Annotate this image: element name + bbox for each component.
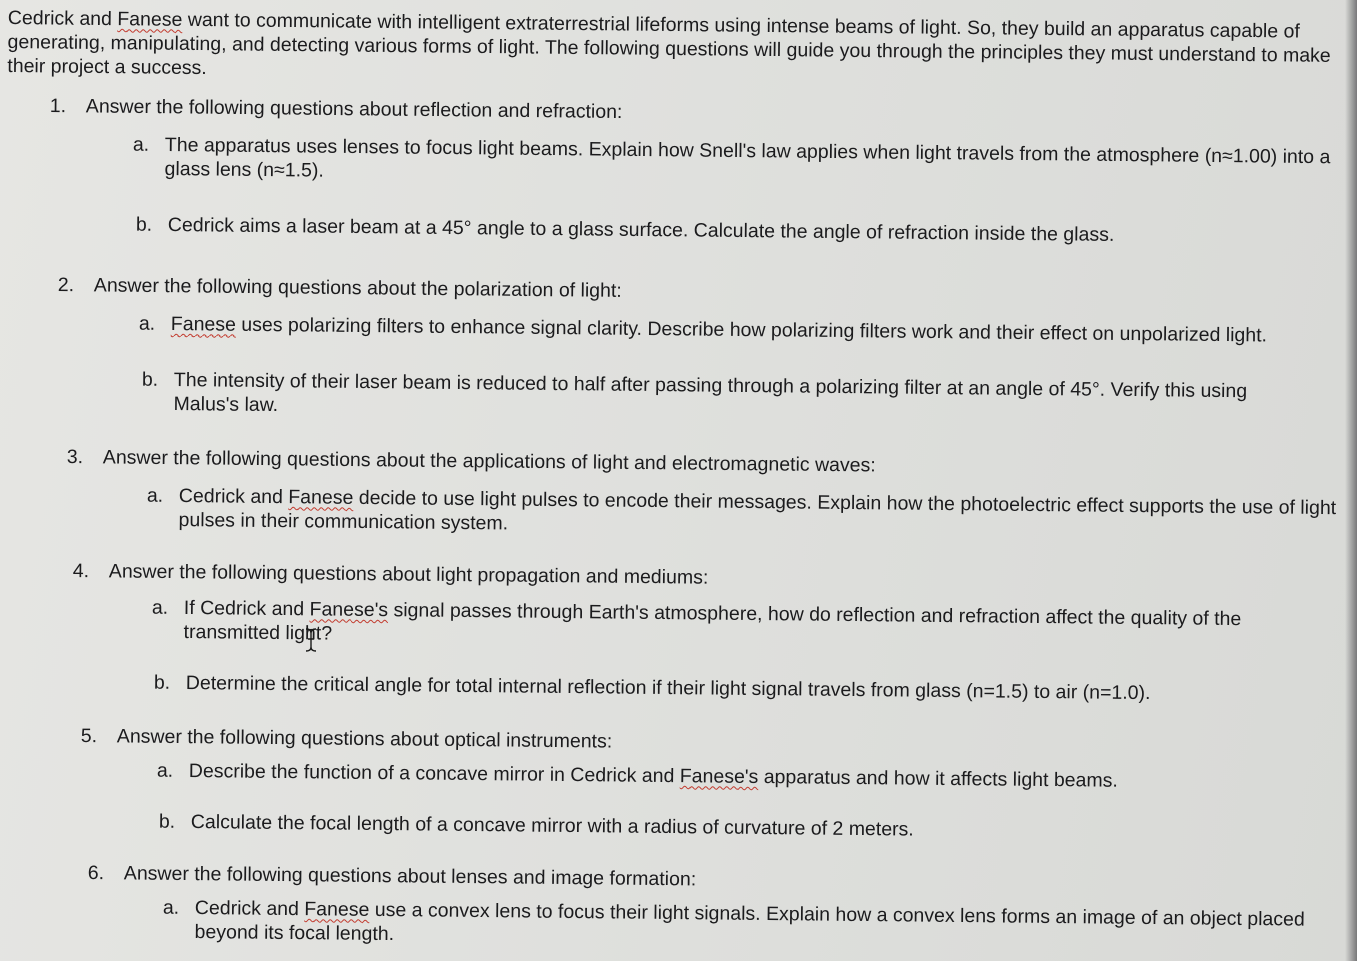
question-1 (50, 94, 623, 124)
question-2 (58, 273, 622, 303)
question-5b (158, 810, 1331, 846)
question-3-text: Answer the following questions about the applications of light and electromagnetic waves: (102, 446, 876, 477)
question-1a-letter: a. (132, 133, 150, 156)
question-6 (88, 861, 697, 891)
question-6a (162, 896, 1305, 956)
question-5b-letter: b. (158, 810, 176, 833)
text-cursor-icon (304, 628, 318, 652)
intro-text-2: want to communicate with intelligent extraterrestrial lifeforms using intense beams of light. So, they build an apparatus capable of generating, manipulating, and detecting various forms of light. The following questions will guide you through the principles they must understand to make their project a success. (7, 8, 1331, 80)
question-2a-letter: a. (138, 312, 156, 335)
question-3a (146, 484, 1338, 544)
question-4 (73, 559, 709, 590)
question-4b-letter: b. (153, 671, 171, 694)
question-2a-name-misspelled: Fanese (170, 312, 237, 336)
question-6a-letter: a. (162, 896, 180, 919)
question-2-number: 2. (57, 273, 75, 297)
question-6-text: Answer the following questions about lenses and image formation: (123, 862, 697, 891)
question-4b (153, 671, 1336, 707)
question-1a-text: The apparatus uses lenses to focus light beams. Explain how Snell's law applies when light travels from the atmosphere (n≈1.00) into a glass lens (n≈1.5). (164, 133, 1331, 182)
question-2b-text: The intensity of their laser beam is reduced to half after passing through a polarizing filter at an angle of 45°. Verify this using Malus's law. (173, 368, 1248, 417)
question-5a-letter: a. (156, 759, 174, 782)
question-1a (132, 133, 1344, 193)
question-1b-text: Cedrick aims a laser beam at a 45° angle to a glass surface. Calculate the angle of refraction inside the glass. (167, 213, 1115, 246)
question-5 (81, 724, 613, 754)
screen-edge-shadow (1345, 0, 1357, 961)
document-content (7, 6, 1348, 946)
question-6a-text: Cedrick and Fanese use a convex lens to focus their light signals. Explain how a convex lens forms an image of an object placed beyond its focal length. (194, 896, 1305, 946)
question-5a (156, 759, 1329, 795)
question-3a-name-misspelled: Fanese (288, 486, 354, 509)
question-1b-letter: b. (135, 213, 153, 236)
intro-text-1: Cedrick and (7, 6, 118, 31)
question-1-number: 1. (49, 94, 67, 118)
question-2a (138, 312, 1341, 348)
question-4b-text: Determine the critical angle for total internal reflection if their light signal travels from glass (n=1.5) to air (n=1.0). (185, 671, 1151, 705)
question-2b-letter: b. (141, 368, 159, 391)
question-4a-text: If Cedrick and Fanese's signal passes through Earth's atmosphere, how do reflection and refraction affect the quality of the transmitted light? (183, 596, 1242, 645)
intro-paragraph (7, 6, 1348, 92)
question-3-number: 3. (66, 445, 84, 469)
question-6-number: 6. (87, 861, 105, 885)
question-6a-name-misspelled: Fanese (304, 898, 370, 921)
question-5-text: Answer the following questions about optical instruments: (116, 725, 613, 753)
question-1-text: Answer the following questions about reflection and refraction: (85, 95, 623, 123)
question-1b (135, 213, 1338, 249)
question-5a-name-misspelled: Fanese's (679, 765, 759, 788)
question-2-text: Answer the following questions about the polarization of light: (93, 274, 622, 302)
question-2a-text: Fanese uses polarizing filters to enhance signal clarity. Describe how polarizing filters work and their effect on unpolarized light. (170, 312, 1268, 347)
question-3a-letter: a. (146, 484, 164, 507)
question-5-number: 5. (80, 724, 98, 748)
intro-name-misspelled: Fanese (117, 8, 183, 31)
question-2b (141, 368, 1303, 428)
question-4-text: Answer the following questions about light propagation and mediums: (108, 560, 709, 589)
question-5b-text: Calculate the focal length of a concave mirror with a radius of curvature of 2 meters. (190, 810, 914, 841)
question-4-number: 4. (72, 559, 90, 583)
question-4a (151, 596, 1283, 656)
question-4a-name-misspelled: Fanese's (309, 598, 389, 622)
question-3a-text: Cedrick and Fanese decide to use light pulses to encode their messages. Explain how the photoelectric effect supports the use of light pulses in their communication system. (178, 484, 1337, 535)
question-5a-text: Describe the function of a concave mirror in Cedrick and Fanese's apparatus and how it affects light beams. (188, 759, 1118, 792)
question-3 (67, 445, 876, 477)
question-4a-letter: a. (151, 596, 169, 619)
